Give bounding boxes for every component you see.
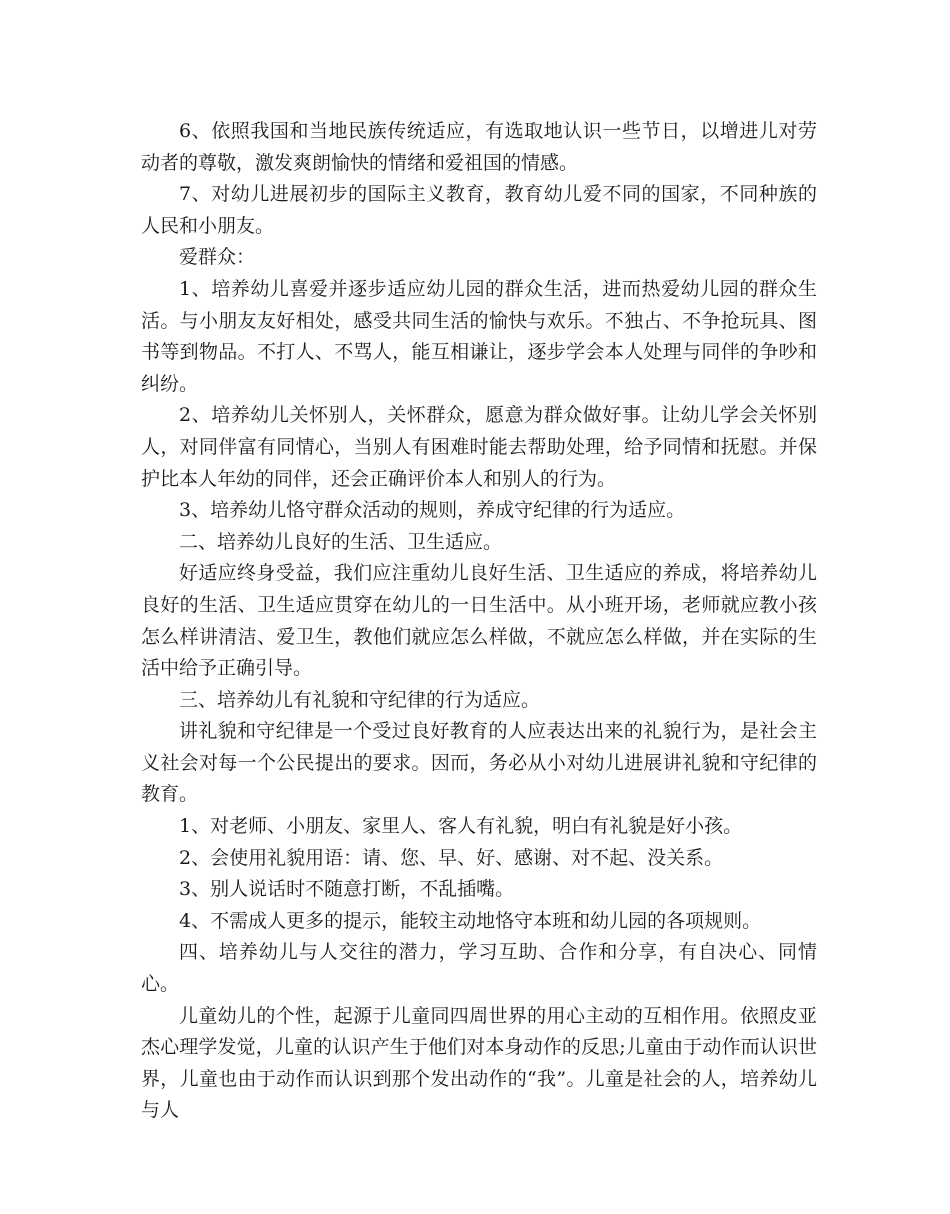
paragraph-personality: 儿童幼儿的个性，起源于儿童同四周世界的用心主动的互相作用。依照皮亚杰心理学发觉，儿童的认识产生于他们对本身动作的反思;儿童由于动作而认识世界，儿童也由于动作而认识到那个发出动作的“我”。儿童是社会的人，培养幼儿与人	[141, 1004, 817, 1122]
paragraph-courtesy-4: 4、不需成人更多的提示，能较主动地恪守本班和幼儿园的各项规则。	[179, 909, 762, 932]
paragraph-courtesy-2: 2、会使用礼貌用语：请、您、早、好、感谢、对不起、没关系。	[179, 846, 724, 869]
section-heading-4: 四、培养幼儿与人交往的潜力，学习互助、合作和分享，有自决心、同情心。	[141, 941, 817, 996]
paragraph-habits: 好适应终身受益，我们应注重幼儿良好生活、卫生适应的养成，将培养幼儿良好的生活、卫生适应贯穿在幼儿的一日生活中。从小班开场，老师就应教小孩怎么样讲清洁、爱卫生，教他们就应怎么样做，不就应怎么样做，并在实际的生活中给予正确引导。	[141, 562, 817, 680]
paragraph-7: 7、对幼儿进展初步的国际主义教育，教育幼儿爱不同的国家，不同种族的人民和小朋友。	[141, 183, 817, 237]
paragraph-courtesy-1: 1、对老师、小朋友、家里人、客人有礼貌，明白有礼貌是好小孩。	[179, 815, 743, 838]
paragraph-courtesy: 讲礼貌和守纪律是一个受过良好教育的人应表达出来的礼貌行为，是社会主义社会对每一个公民提出的要求。因而，务必从小对幼儿进展讲礼貌和守纪律的教育。	[141, 720, 817, 806]
paragraph-group-3: 3、培养幼儿恪守群众活动的规则，养成守纪律的行为适应。	[179, 499, 686, 522]
paragraph-group-2: 2、培养幼儿关怀别人，关怀群众，愿意为群众做好事。让幼儿学会关怀别人，对同伴富有同情心，当别人有困难时能去帮助处理，给予同情和抚慰。并保护比本人年幼的同伴，还会正确评价本人和别人的行为。	[141, 404, 817, 490]
document-body	[141, 116, 817, 1127]
section-heading-3: 三、培养幼儿有礼貌和守纪律的行为适应。	[179, 688, 541, 711]
section-heading-2: 二、培养幼儿良好的生活、卫生适应。	[179, 530, 503, 553]
paragraph-group-1: 1、培养幼儿喜爱并逐步适应幼儿园的群众生活，进而热爱幼儿园的群众生活。与小朋友友好相处，感受共同生活的愉快与欢乐。不独占、不争抢玩具、图书等到物品。不打人、不骂人，能互相谦让，逐步学会本人处理与同伴的争吵和纠纷。	[141, 277, 817, 395]
section-heading-love-group: 爱群众：	[179, 246, 256, 269]
paragraph-courtesy-3: 3、别人说话时不随意打断，不乱插嘴。	[179, 878, 515, 901]
paragraph-6: 6、依照我国和当地民族传统适应，有选取地认识一些节日，以增进儿对劳动者的尊敬，激发爽朗愉快的情绪和爱祖国的情感。	[141, 120, 817, 174]
